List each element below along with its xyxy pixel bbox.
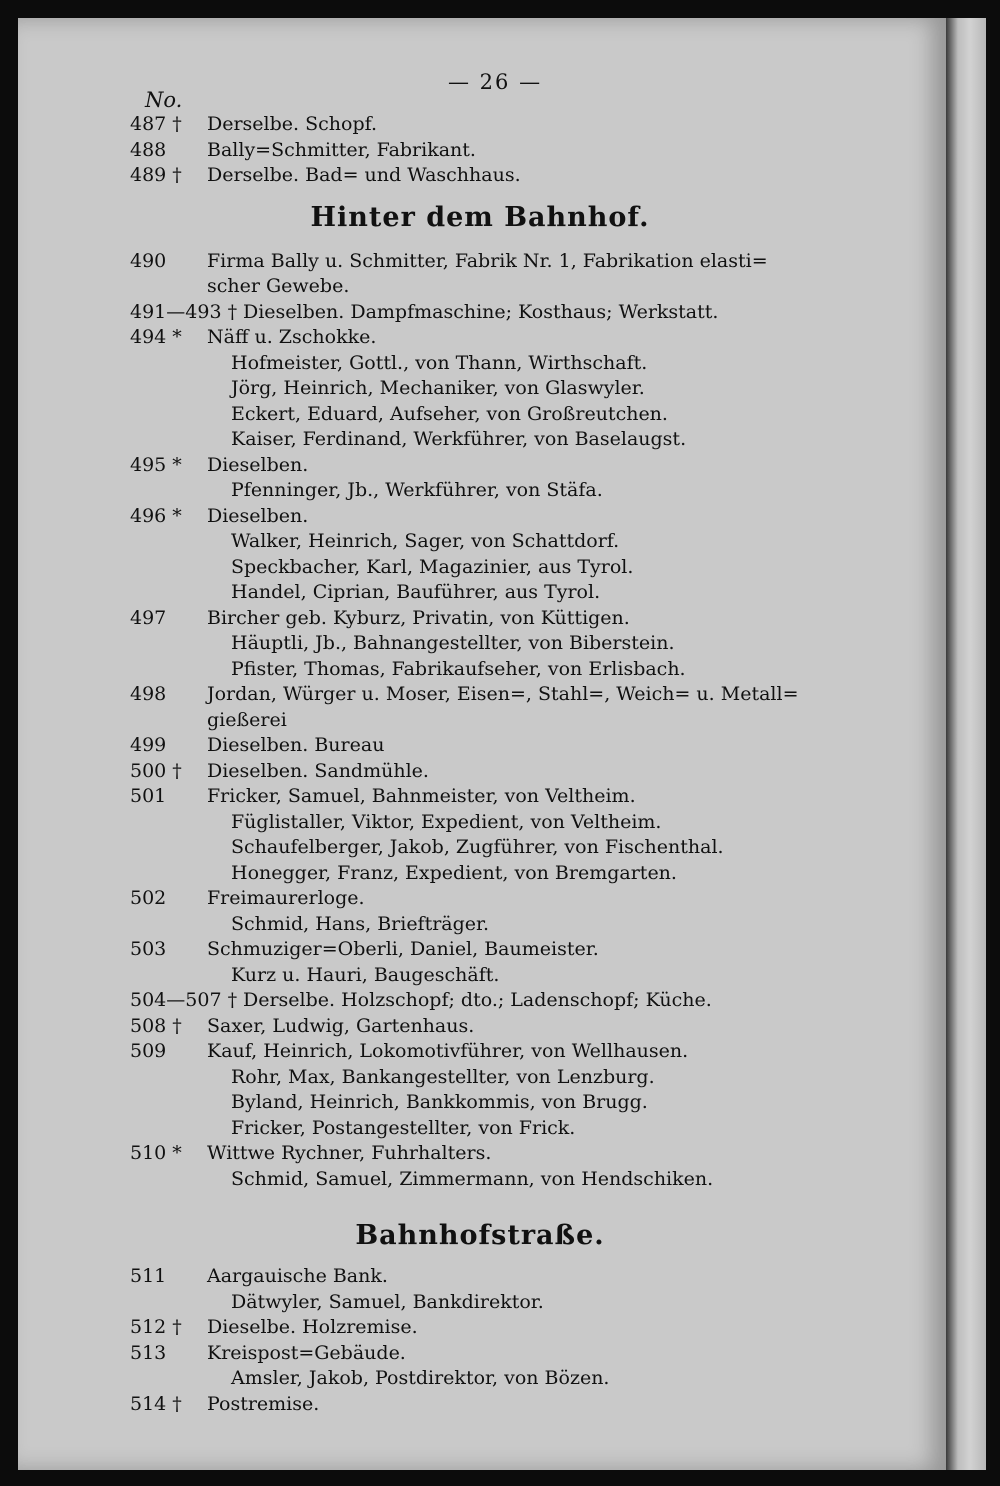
directory-entry-line [130,376,830,402]
directory-entry-line [130,963,830,989]
entry-text: Rohr, Max, Bankangestellter, von Lenzburg. [231,1065,655,1088]
directory-entry-line [130,835,830,861]
entry-text: Schmuziger=Oberli, Daniel, Baumeister. [207,938,599,960]
directory-entry-line [130,733,830,759]
directory-entry-line [130,988,830,1014]
page-number: — 26 — [448,70,543,94]
directory-entry-line [130,138,830,164]
entry-text: Kauf, Heinrich, Lokomotivführer, von Wellhausen. [207,1040,689,1062]
directory-entry-line [130,1014,830,1040]
entry-text: Bally=Schmitter, Fabrikant. [207,138,476,161]
house-number: 498 [130,683,167,705]
entry-text: Dieselben. [207,504,309,527]
directory-entry-line [130,402,830,428]
entry-text: Eckert, Eduard, Aufseher, von Großreutchen. [231,402,668,425]
directory-entry-line [130,325,830,351]
entry-text: Pfenninger, Jb., Werkführer, von Stäfa. [231,479,603,501]
book-spine [946,18,986,1470]
entry-text: Kreispost=Gebäude. [207,1341,406,1364]
entry-text: Aargauische Bank. [207,1265,388,1287]
house-number: 514 † [130,1392,182,1415]
directory-entry-line [130,1090,830,1116]
directory-entry-line [130,631,830,657]
directory-entry-line [130,274,830,300]
house-number: 510 * [130,1142,182,1164]
entry-text: Dieselben. Dampfmaschine; Kosthaus; Werkstatt. [243,300,719,323]
directory-entry-line [130,682,830,708]
directory-entry-line [130,1315,830,1341]
column-label: No. [145,88,183,112]
directory-entry-line [130,1167,830,1193]
entry-text: Walker, Heinrich, Sager, von Schattdorf. [231,530,620,552]
entry-text: Derselbe. Holzschopf; dto.; Ladenschopf; Küche. [243,989,712,1011]
entry-text: gießerei [207,708,287,731]
house-number: 513 [130,1341,167,1364]
directory-entry-line [130,937,830,963]
entry-text: Jordan, Würger u. Moser, Eisen=, Stahl=, Weich= u. Metall= [207,683,799,705]
entry-text: Näff u. Zschokke. [207,326,377,348]
entry-text: Wittwe Rychner, Fuhrhalters. [207,1142,492,1164]
directory-entry-line [130,249,830,275]
entry-text: Derselbe. Schopf. [207,113,378,135]
entry-text: Speckbacher, Karl, Magazinier, aus Tyrol. [231,555,634,578]
entry-text: Postremise. [207,1392,320,1415]
entry-block-3 [130,1264,830,1417]
entry-text: scher Gewebe. [207,275,350,297]
directory-entry-line [130,810,830,836]
entry-block-1 [130,112,830,189]
house-number: 512 † [130,1316,182,1338]
entry-text: Pfister, Thomas, Fabrikaufseher, von Erlisbach. [231,657,686,680]
directory-entry-line [130,453,830,479]
entry-text: Schmid, Samuel, Zimmermann, von Hendschiken. [231,1167,714,1190]
directory-entry-line [130,427,830,453]
house-number: 497 [130,606,167,629]
entry-text: Jörg, Heinrich, Mechaniker, von Glaswyler. [231,377,645,399]
house-number: 496 * [130,504,182,527]
directory-entry-line [130,1366,830,1392]
directory-entry-line [130,606,830,632]
entry-text: Dieselben. [207,453,309,476]
entry-text: Kaiser, Ferdinand, Werkführer, von Baselaugst. [231,428,687,450]
directory-entry-line [130,580,830,606]
directory-entry-line [130,1116,830,1142]
entry-text: Fricker, Samuel, Bahnmeister, von Veltheim. [207,785,636,807]
entry-text: Bircher geb. Kyburz, Privatin, von Küttigen. [207,606,630,629]
directory-entry-line [130,529,830,555]
entry-text: Freimaurerloge. [207,887,365,909]
directory-content [130,112,830,1417]
directory-entry-line [130,1065,830,1091]
directory-entry-line [130,1141,830,1167]
house-number: 499 [130,734,167,756]
entry-text: Fricker, Postangestellter, von Frick. [231,1116,576,1139]
house-number: 509 [130,1040,167,1062]
directory-entry-line [130,657,830,683]
entry-text: Dieselbe. Holzremise. [207,1316,418,1338]
entry-text: Byland, Heinrich, Bankkommis, von Brugg. [231,1091,648,1113]
entry-text: Füglistaller, Viktor, Expedient, von Veltheim. [231,810,662,833]
directory-entry-line [130,1039,830,1065]
entry-text: Schmid, Hans, Briefträger. [231,912,490,935]
house-number: 511 [130,1265,167,1287]
directory-entry-line [130,912,830,938]
entry-text: Dieselben. Sandmühle. [207,759,429,782]
entry-text: Firma Bally u. Schmitter, Fabrik Nr. 1, Fabrikation elasti= [207,249,768,272]
house-number: 488 [130,138,167,161]
entry-text: Dätwyler, Samuel, Bankdirektor. [231,1290,544,1313]
house-number: 490 [130,249,167,272]
entry-text: Dieselben. Bureau [207,734,385,756]
directory-entry-line [130,555,830,581]
house-number: 491—493 † [130,300,238,323]
section-title-bahnhofstrasse: Bahnhofstraße. [355,1220,605,1251]
directory-entry-line [130,112,830,138]
directory-entry-line [130,784,830,810]
house-number: 495 * [130,453,182,476]
entry-text: Derselbe. Bad= und Waschhaus. [207,164,521,186]
directory-entry-line [130,708,830,734]
entry-text: Saxer, Ludwig, Gartenhaus. [207,1014,475,1037]
entry-text: Amsler, Jakob, Postdirektor, von Bözen. [231,1367,610,1389]
directory-entry-line [130,1341,830,1367]
entry-text: Hofmeister, Gottl., von Thann, Wirthschaft. [231,351,648,374]
entry-text: Kurz u. Hauri, Baugeschäft. [231,963,500,986]
entry-text: Häuptli, Jb., Bahnangestellter, von Biberstein. [231,632,675,654]
directory-entry-line [130,478,830,504]
entry-text: Honegger, Franz, Expedient, von Bremgarten. [231,861,677,884]
house-number: 503 [130,938,167,960]
directory-entry-line [130,351,830,377]
directory-entry-line [130,1264,830,1290]
entry-text: Handel, Ciprian, Bauführer, aus Tyrol. [231,581,601,603]
directory-entry-line [130,759,830,785]
directory-entry-line [130,886,830,912]
house-number: 502 [130,887,167,909]
house-number: 508 † [130,1014,182,1037]
directory-entry-line [130,163,830,189]
entry-block-2 [130,249,830,1193]
directory-entry-line [130,861,830,887]
entry-text: Schaufelberger, Jakob, Zugführer, von Fischenthal. [231,836,724,858]
section-title-hinter-dem-bahnhof: Hinter dem Bahnhof. [310,201,650,233]
house-number: 500 † [130,759,182,782]
house-number: 494 * [130,326,182,348]
directory-entry-line [130,1290,830,1316]
house-number: 501 [130,785,167,807]
directory-entry-line [130,300,830,326]
directory-entry-line [130,504,830,530]
house-number: 489 † [130,164,182,186]
house-number: 504—507 † [130,989,238,1011]
house-number: 487 † [130,113,182,135]
directory-entry-line [130,1392,830,1418]
